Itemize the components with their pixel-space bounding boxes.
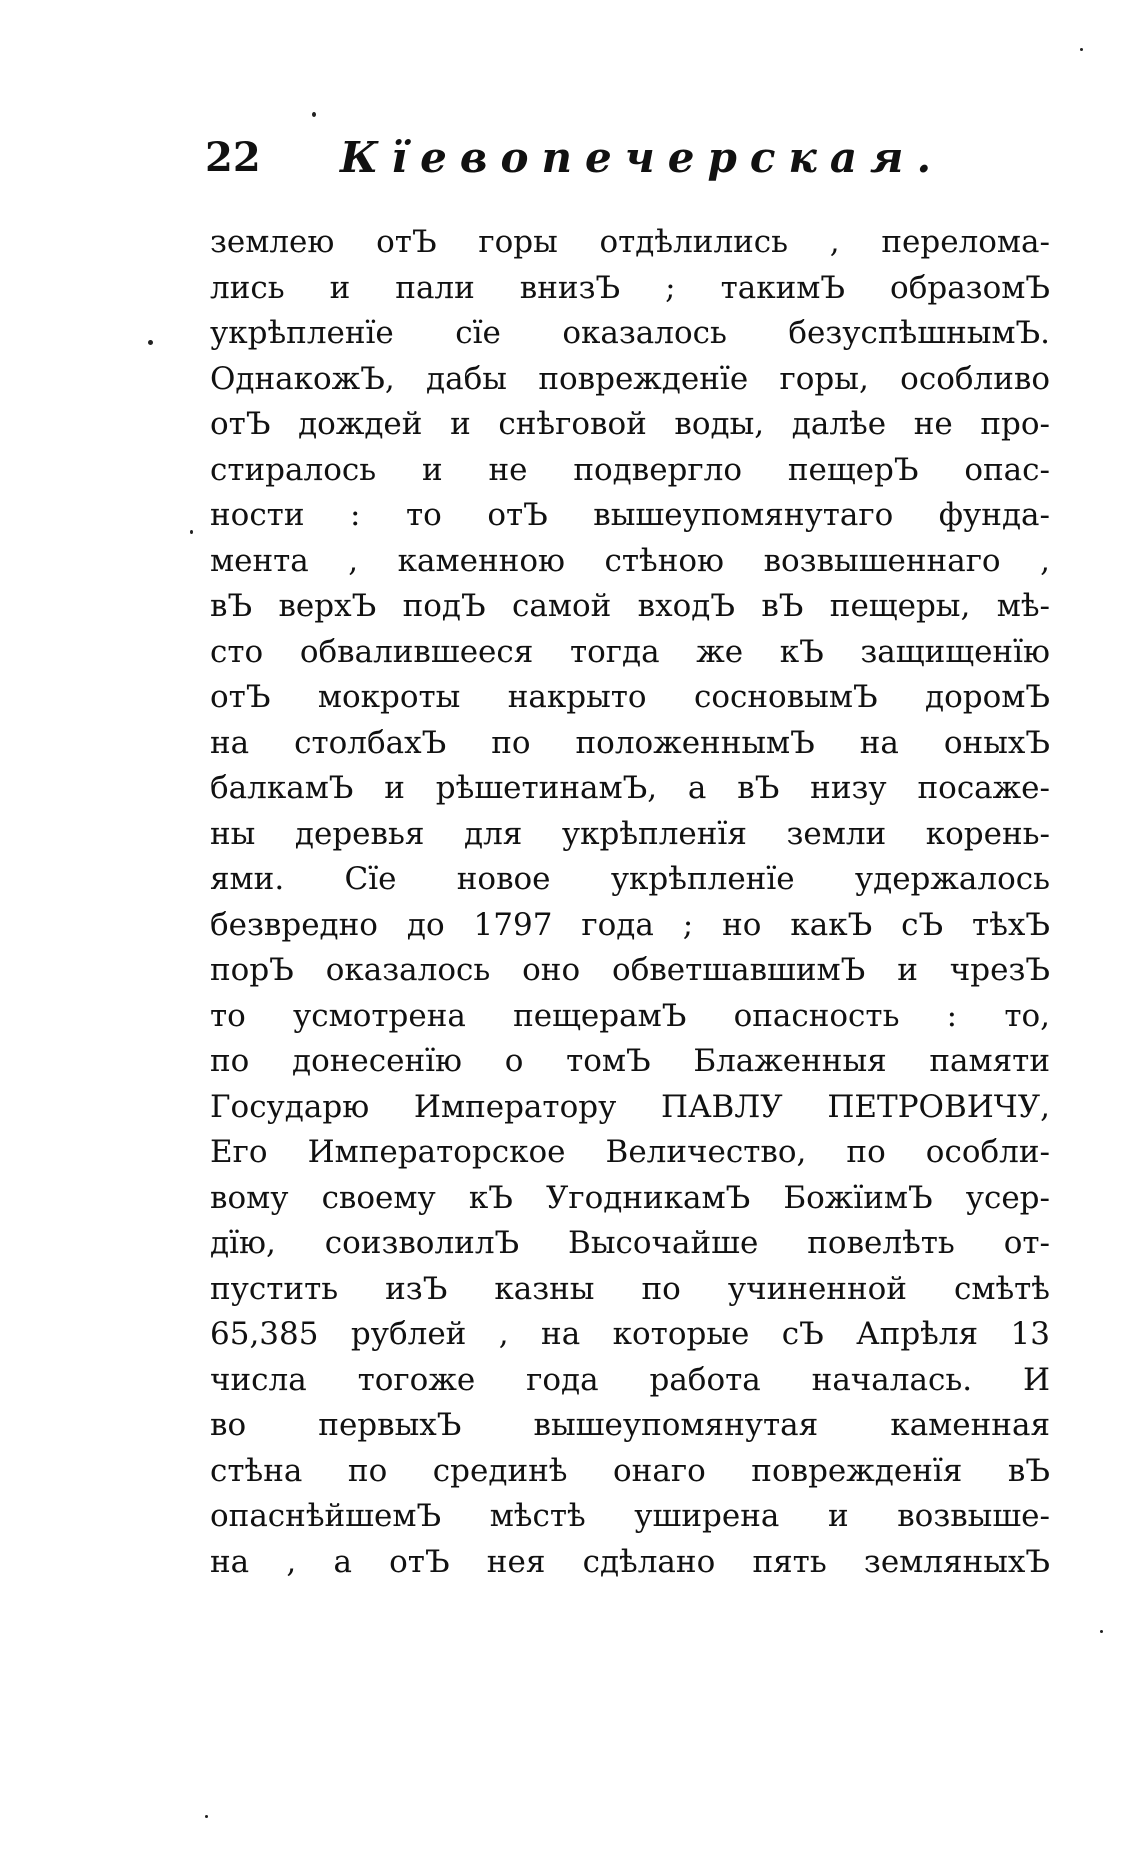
text-line: сто обвалившееся тогда же кЪ защищенїю xyxy=(210,633,1050,670)
text-line: по донесенїю о томЪ Блаженныя памяти xyxy=(210,1043,1050,1079)
text-line: вЪ верхЪ подЪ самой входЪ вЪ пещеры, мѣ- xyxy=(210,588,1050,624)
page-number: 22 xyxy=(205,134,261,181)
text-line: порЪ оказалось оно обветшавшимЪ и чрезЪ xyxy=(210,952,1050,988)
text-line: безвредно до 1797 года ; но какЪ сЪ тѣхЪ xyxy=(210,906,1050,943)
text-line: стѣна по срединѣ онаго поврежденїя вЪ xyxy=(210,1452,1050,1489)
text-line: ны деревья для укрѣпленїя земли корень- xyxy=(210,815,1050,852)
text-line: Государю Императору ПАВЛУ ПЕТРОВИЧУ, xyxy=(210,1088,1050,1125)
print-speck xyxy=(190,530,193,534)
text-line: Его Императорское Величество, по особли- xyxy=(210,1134,1050,1170)
text-line: ями. Сїе новое укрѣпленїе удержалось xyxy=(210,861,1050,897)
text-line: ОднакожЪ, дабы поврежденїе горы, особливо xyxy=(210,360,1050,397)
text-line: вому своему кЪ УгодникамЪ БожїимЪ усер- xyxy=(210,1179,1050,1216)
text-line: укрѣпленїе сїе оказалось безуспѣшнымЪ. xyxy=(210,315,1050,351)
text-line: дїю, соизволилЪ Высочайше повелѣть от- xyxy=(210,1225,1050,1261)
body-text xyxy=(210,220,1050,1585)
text-line: на , а отЪ нея сдѣлано пять земляныхЪ xyxy=(210,1543,1050,1580)
text-line: во первыхЪ вышеупомянутая каменная xyxy=(210,1407,1050,1443)
text-line: опаснѣйшемЪ мѣстѣ уширена и возвыше- xyxy=(210,1498,1050,1534)
text-line: на столбахЪ по положеннымЪ на оныхЪ xyxy=(210,724,1050,761)
text-line: мента , каменною стѣною возвышеннаго , xyxy=(210,542,1050,579)
print-speck xyxy=(312,112,316,117)
running-title: Кїевопечерская. xyxy=(340,133,945,182)
text-line: пустить изЪ казны по учиненной смѣтѣ xyxy=(210,1270,1050,1307)
print-speck xyxy=(205,1815,208,1818)
text-line: балкамЪ и рѣшетинамЪ, а вЪ низу посаже- xyxy=(210,770,1050,806)
text-line: землею отЪ горы отдѣлились , переломa- xyxy=(210,224,1050,260)
text-line: то усмотрена пещерамЪ опасность : то, xyxy=(210,997,1050,1034)
text-line: ности : то отЪ вышеупомянутаго фунда- xyxy=(210,497,1050,533)
print-speck xyxy=(148,340,153,345)
text-line: 65,385 рублей , на которые сЪ Апрѣля 13 xyxy=(210,1316,1050,1352)
text-line: отЪ дождей и снѣговой воды, далѣе не про- xyxy=(210,406,1050,442)
text-line: лись и пали внизЪ ; такимЪ образомЪ xyxy=(210,269,1050,306)
print-speck xyxy=(1100,1630,1103,1633)
text-line: числа тогоже года работа началась. И xyxy=(210,1361,1050,1398)
text-line: отЪ мокроты накрыто сосновымЪ доромЪ xyxy=(210,679,1050,715)
print-speck xyxy=(1080,48,1083,51)
page-header xyxy=(205,128,1025,188)
text-line: стиралось и не подвергло пещерЪ опас- xyxy=(210,451,1050,488)
